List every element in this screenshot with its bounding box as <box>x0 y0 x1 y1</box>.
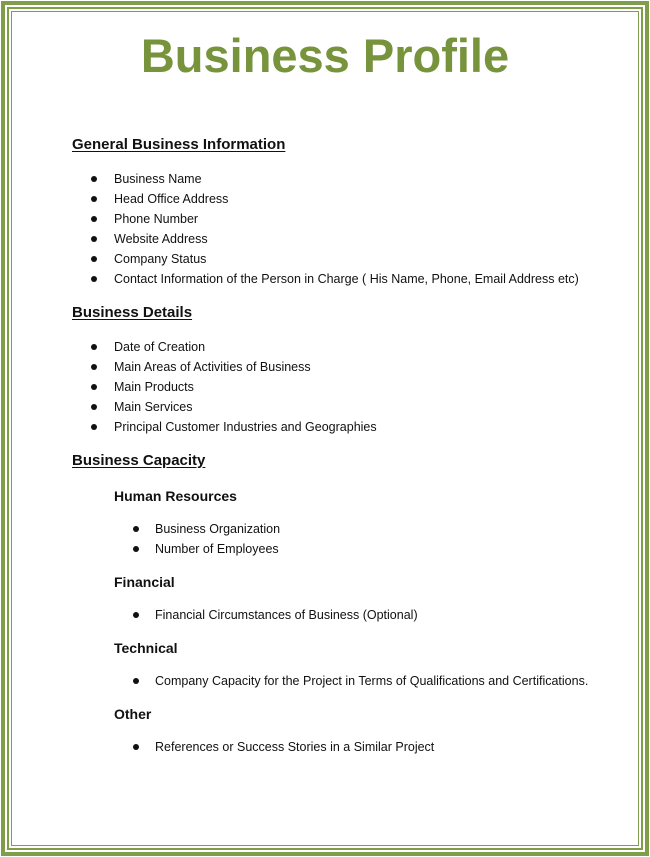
general-info-list <box>72 169 579 289</box>
section-business-capacity <box>72 451 205 471</box>
section-heading: Business Capacity <box>72 452 206 469</box>
list-item <box>72 539 280 559</box>
bullet-icon <box>91 236 97 242</box>
list-item <box>72 229 579 249</box>
section-general-business-information <box>72 135 579 289</box>
list-item <box>72 269 579 289</box>
list-item-text: Main Areas of Activities of Business <box>114 360 311 374</box>
list-item-text: Contact Information of the Person in Charge ( His Name, Phone, Email Address etc) <box>114 272 579 286</box>
bullet-icon <box>133 678 139 684</box>
list-item-text: Main Products <box>114 380 194 394</box>
financial-list <box>72 605 418 625</box>
list-item <box>72 169 579 189</box>
list-item <box>72 417 377 437</box>
business-details-list <box>72 337 377 437</box>
list-item <box>72 605 418 625</box>
capacity-group-other <box>72 704 434 757</box>
list-item <box>72 397 377 417</box>
list-item-text: Principal Customer Industries and Geographies <box>114 420 377 434</box>
bullet-icon <box>91 424 97 430</box>
list-item <box>72 249 579 269</box>
capacity-group-human-resources <box>72 486 280 559</box>
bullet-icon <box>91 364 97 370</box>
list-item-text: Main Services <box>114 400 193 414</box>
sub-heading: Technical <box>114 640 178 656</box>
technical-list <box>72 671 588 691</box>
list-item <box>72 337 377 357</box>
list-item-text: Business Organization <box>155 522 281 536</box>
bullet-icon <box>91 196 97 202</box>
list-item <box>72 671 588 691</box>
bullet-icon <box>133 526 139 532</box>
capacity-group-financial <box>72 572 418 625</box>
list-item-text: Company Capacity for the Project in Terms of Qualifications and Certifications. <box>155 674 589 688</box>
list-item-text: Financial Circumstances of Business (Optional) <box>155 608 418 622</box>
bullet-icon <box>91 404 97 410</box>
other-list <box>72 737 434 757</box>
list-item-text: Date of Creation <box>114 340 206 354</box>
bullet-icon <box>91 276 97 282</box>
sub-heading: Other <box>114 706 152 722</box>
list-item <box>72 357 377 377</box>
list-item-text: Company Status <box>114 252 207 266</box>
list-item-text: Phone Number <box>114 212 199 226</box>
list-item-text: Head Office Address <box>114 192 229 206</box>
list-item <box>72 189 579 209</box>
bullet-icon <box>133 546 139 552</box>
sub-heading: Human Resources <box>114 488 237 504</box>
section-heading: Business Details <box>72 304 193 321</box>
section-business-details <box>72 303 377 437</box>
bullet-icon <box>133 612 139 618</box>
list-item-text: Business Name <box>114 172 202 186</box>
bullet-icon <box>91 384 97 390</box>
list-item-text: Website Address <box>114 232 208 246</box>
list-item <box>72 737 434 757</box>
bullet-icon <box>91 344 97 350</box>
page-title: Business Profile <box>140 29 510 82</box>
section-heading: General Business Information <box>72 136 286 153</box>
capacity-group-technical <box>72 638 588 691</box>
sub-heading: Financial <box>114 574 175 590</box>
bullet-icon <box>91 176 97 182</box>
bullet-icon <box>91 216 97 222</box>
list-item <box>72 519 280 539</box>
bullet-icon <box>91 256 97 262</box>
list-item-text: Number of Employees <box>155 542 279 556</box>
bullet-icon <box>133 744 139 750</box>
list-item-text: References or Success Stories in a Similar Project <box>155 740 435 754</box>
list-item <box>72 377 377 397</box>
human-resources-list <box>72 519 280 559</box>
list-item <box>72 209 579 229</box>
